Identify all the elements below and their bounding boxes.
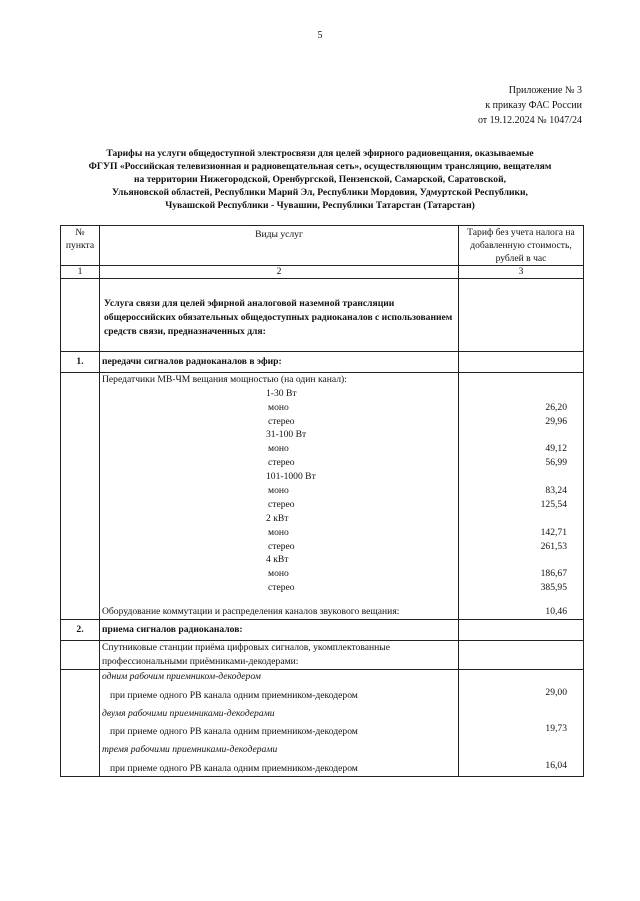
receiver-config: тремя рабочими приемниками-декодерами bbox=[102, 744, 278, 756]
page-number: 5 bbox=[317, 30, 323, 41]
power-label: 1-30 Вт bbox=[266, 387, 297, 399]
section-1-row bbox=[61, 352, 584, 373]
mode-label: моно bbox=[268, 443, 289, 455]
empty-cell bbox=[61, 669, 100, 776]
section-2-heading-row bbox=[61, 640, 584, 669]
header-tariff-line-1: Тариф без учета налога на bbox=[467, 227, 575, 238]
appendix-line-1: Приложение № 3 bbox=[508, 85, 582, 96]
section-2-body bbox=[61, 669, 584, 776]
column-number: 3 bbox=[459, 266, 584, 279]
mode-label: моно bbox=[268, 485, 289, 497]
header-tariff-line-3: рублей в час bbox=[495, 253, 547, 264]
mode-label: стерео bbox=[268, 540, 295, 552]
power-label: 31-100 Вт bbox=[266, 429, 307, 441]
intro-row bbox=[61, 279, 584, 352]
equipment-label: Оборудование коммутации и распределения каналов звукового вещания: bbox=[102, 606, 400, 618]
receiver-config: одним рабочим приемником-декодером bbox=[102, 670, 261, 682]
title-line: ФГУП «Российская телевизионная и радиовещательная сеть», осуществляющим трансляцию, вещателям bbox=[88, 161, 552, 172]
header-num-word: пункта bbox=[65, 240, 95, 251]
empty-cell bbox=[459, 352, 584, 373]
header-num-symbol: № bbox=[75, 227, 85, 238]
appendix-line-2: к приказу ФАС России bbox=[485, 100, 582, 111]
appendix-line-3: от 19.12.2024 № 1047/24 bbox=[477, 115, 582, 126]
mode-label: моно bbox=[268, 526, 289, 538]
power-label: 101-1000 Вт bbox=[266, 471, 316, 483]
section-2-number: 2. bbox=[61, 620, 100, 641]
header-item-number bbox=[61, 226, 100, 266]
section-2-row bbox=[61, 620, 584, 641]
empty-cell bbox=[61, 640, 100, 669]
empty-cell bbox=[459, 620, 584, 641]
tariff-value: 56,99 bbox=[545, 457, 567, 469]
tariff-value: 385,95 bbox=[540, 582, 567, 594]
section-2-title: приема сигналов радиоканалов: bbox=[100, 620, 459, 641]
tariff-value: 29,96 bbox=[545, 415, 567, 427]
appendix-reference bbox=[478, 83, 582, 128]
empty-cell bbox=[459, 279, 584, 352]
section-1-body bbox=[61, 372, 584, 619]
column-number: 2 bbox=[100, 266, 459, 279]
mode-label: стерео bbox=[268, 582, 295, 594]
title-line: Тарифы на услуги общедоступной электросвязи для целей эфирного радиовещания, оказываемые bbox=[106, 148, 534, 159]
tariff-value: 125,54 bbox=[540, 498, 567, 510]
receiver-config: двумя рабочими приемниками-декодерами bbox=[102, 707, 275, 719]
section-2-tariffs bbox=[459, 669, 584, 776]
table-header-row bbox=[61, 226, 584, 266]
mode-label: моно bbox=[268, 568, 289, 580]
service-intro: Услуга связи для целей эфирной аналоговой наземной трансляции общероссийских обязательных общедоступных радиоканалов с использованием средств связи, предназначенных для: bbox=[100, 279, 459, 352]
empty-cell bbox=[61, 372, 100, 619]
mode-label: моно bbox=[268, 401, 289, 413]
receive-label: при приеме одного РВ канала одним приемником-декодером bbox=[110, 763, 358, 775]
column-numbers-row bbox=[61, 266, 584, 279]
tariff-value: 19,73 bbox=[545, 723, 567, 735]
section-1-number: 1. bbox=[61, 352, 100, 373]
receive-label: при приеме одного РВ канала одним приемником-декодером bbox=[110, 726, 358, 738]
section-1-tariffs bbox=[459, 372, 584, 619]
empty-cell bbox=[459, 640, 584, 669]
tariff-value: 29,00 bbox=[545, 686, 567, 698]
title-line: Чувашской Республики - Чувашии, Республики Татарстан (Татарстан) bbox=[165, 200, 475, 211]
tariff-value: 10,46 bbox=[545, 606, 567, 618]
mode-label: стерео bbox=[268, 457, 295, 469]
header-tariff-line-2: добавленную стоимость, bbox=[470, 240, 572, 251]
title-line: на территории Нижегородской, Оренбургской, Пензенской, Самарской, Саратовской, bbox=[133, 174, 507, 185]
title-line: Ульяновской областей, Республики Марий Эл, Республики Мордовия, Удмуртской Республики, bbox=[112, 187, 528, 198]
tariff-value: 83,24 bbox=[545, 485, 567, 497]
power-label: 2 кВт bbox=[266, 512, 289, 524]
satellite-heading: Спутниковые станции приёма цифровых сигналов, укомплектованные профессиональными приёмниками-декодерами: bbox=[100, 640, 459, 669]
receive-label: при приеме одного РВ канала одним приемником-декодером bbox=[110, 689, 358, 701]
tariff-value: 16,04 bbox=[545, 760, 567, 772]
tariff-value: 142,71 bbox=[540, 526, 567, 538]
transmitters-heading: Передатчики МВ-ЧМ вещания мощностью (на один канал): bbox=[102, 373, 347, 385]
section-1-title: передачи сигналов радиоканалов в эфир: bbox=[100, 352, 459, 373]
tariff-table bbox=[60, 225, 584, 777]
power-label: 4 кВт bbox=[266, 554, 289, 566]
section-1-services bbox=[100, 372, 459, 619]
header-service-type: Виды услуг bbox=[100, 226, 459, 266]
header-tariff bbox=[459, 226, 584, 266]
mode-label: стерео bbox=[268, 498, 295, 510]
document-title bbox=[60, 147, 580, 212]
empty-cell bbox=[61, 279, 100, 352]
mode-label: стерео bbox=[268, 415, 295, 427]
tariff-value: 261,53 bbox=[540, 540, 567, 552]
tariff-value: 26,20 bbox=[545, 401, 567, 413]
section-2-services bbox=[100, 669, 459, 776]
column-number: 1 bbox=[61, 266, 100, 279]
tariff-value: 186,67 bbox=[540, 568, 567, 580]
tariff-value: 49,12 bbox=[545, 443, 567, 455]
